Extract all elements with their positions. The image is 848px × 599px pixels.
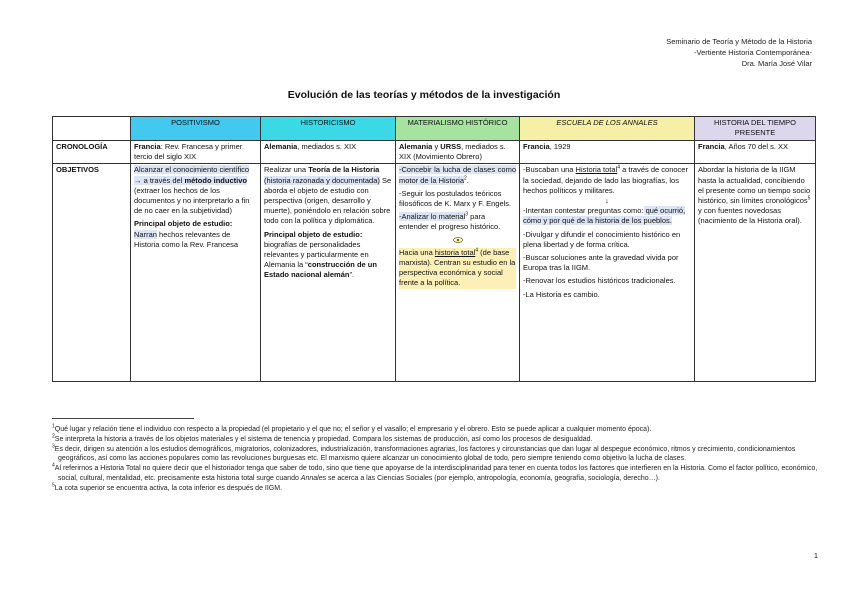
table-row-objetivos [53,164,816,382]
comparison-table [52,116,816,382]
cell-cronologia-historicismo: Alemania, mediados s. XIX [261,141,396,164]
document-header [666,36,812,69]
column-header-historicismo: HISTORICISMO [261,117,396,141]
cell-objetivos-positivismo: Alcanzar el conocimiento científico → a través del método inductivo (extraer los hechos de los documentos y no interpretarlo a fin de no caer en la subjetividad) Principal objeto de estudio: Narran hechos relevantes de Historia como la Rev. Francesa [131,164,261,382]
table-row-cronologia [53,141,816,164]
page-title: Evolución de las teorías y métodos de la investigación [287,89,561,101]
eye-icon [399,236,516,246]
column-header-positivismo: POSITIVISMO [131,117,261,141]
cell-cronologia-annales: Francia, 1929 [520,141,695,164]
page-number: 1 [813,551,818,560]
cell-cronologia-presente: Francia, Años 70 del s. XX [695,141,816,164]
column-header-annales: ESCUELA DE LOS ANNALES [520,117,695,141]
cell-objetivos-historicismo: Realizar una Teoría de la Historia (historia razonada y documentada) Se aborda el objeto de estudio con perspectiva (origen, desarrollo y muerte), poniéndolo en relación sobre todo con la política y diplomática. Principal objeto de estudio: biografías de personalidades relevantes y particularmente en Alemania la “construcción de un Estado nacional alemán”. [261,164,396,382]
footnote: $^1$Qué lugar y relación tiene el individuo con respecto a la propiedad (el propietario y el que no; el señor y el vasallo; el empresario y el obrero. Esto se puede aplicar a cualquier momento época). [52,423,652,433]
header-subtitle: -Vertiente Historia Contemporánea- [694,48,812,57]
cell-cronologia-materialismo: Alemania y URSS, mediados s. XIX (Movimiento Obrero) [396,141,520,164]
row-label-objetivos: OBJETIVOS [53,164,131,382]
footnote: $^3$Es decir, dirigen su atención a los estudios demográficos, migratorios, colonizadores, industrialización, transformaciones agrarias, los factores y circunstancias que dan lugar al despegue económico, ritmos y crecimiento, condicionamientos geográficos, así como las acciones populares como las revoluciones burguesas etc. El marxismo quiere alcanzar un conocimiento global de todo, pero siempre teniendo como objetivo la lucha de clases. [52,443,796,463]
footnotes [52,425,822,494]
footnote: $^4$Al referirnos a Historia Total no quiere decir que el historiador tenga que saber de todo, sino que tiene que apoyarse de la interdisciplinaridad para tener en cuenta todos los factores que interfieren en la Historia. Como el factor político, económico, social, cultural, mentalidad, etc. precisamente esta historia total surge cuando Annales se acerca a las Ciencias Sociales (por ejemplo, antropología, economía, geografía, sociología, derecho…). [52,463,818,482]
header-empty-cell [53,117,131,141]
column-header-tiempo-presente: HISTORIA DEL TIEMPO PRESENTE [695,117,816,141]
footnote: $^5$La cota superior se encuentra activa, la cota inferior es después de IIGM. [52,482,283,492]
cell-objetivos-annales: -Buscaban una Historia total$^4$ a través de conocer la sociedad, dejando de lado las biografías, los hechos políticos y militares. ↓ -Intentan contestar preguntas como: qué ocurrió, cómo y por qué de la historia de los pueblos. -Divulgar y difundir el conocimiento histórico en plena libertad y de forma crítica. -Buscar soluciones ante la gravedad vivida por Europa tras la IIGM. -Renovar los estudios históricos tradicionales. -La Historia es cambio. [520,164,695,382]
down-arrow-icon: ↓ [605,196,609,206]
header-course: Seminario de Teoría y Método de la Historia [666,37,812,46]
cell-cronologia-positivismo: Francia: Rev. Francesa y primer tercio del siglo XIX [131,141,261,164]
cell-objetivos-presente: Abordar la historia de la IIGM hasta la actualidad, concibiendo el presente como un tiempo socio histórico, sin límites cronológicos$^5$ y con fuentes novedosas (nacimiento de la Historia oral). [695,164,816,382]
header-author: Dra. María José Vilar [741,59,812,68]
column-header-materialismo: MATERIALISMO HISTÓRICO [396,117,520,141]
table-header-row [53,117,816,141]
cell-objetivos-materialismo: -Concebir la lucha de clases como motor de la Historia$^2$. -Seguir los postulados teóricos filosóficos de K. Marx y F. Engels. -Analizar lo material$^3$ para entender el progreso histórico. Hacia una historia total$^4$ (de base marxista). Centran su estudio en la perspectiva económica y social frente a la política. [396,164,520,382]
footnote-divider [52,418,194,419]
row-label-cronologia: CRONOLOGÍA [53,141,131,164]
footnote: $^2$Se interpreta la historia a través de los objetos materiales y el sistema de tenencia y propiedad. Compara los sistemas de producción, así como los procesos de desigualdad. [52,433,593,443]
